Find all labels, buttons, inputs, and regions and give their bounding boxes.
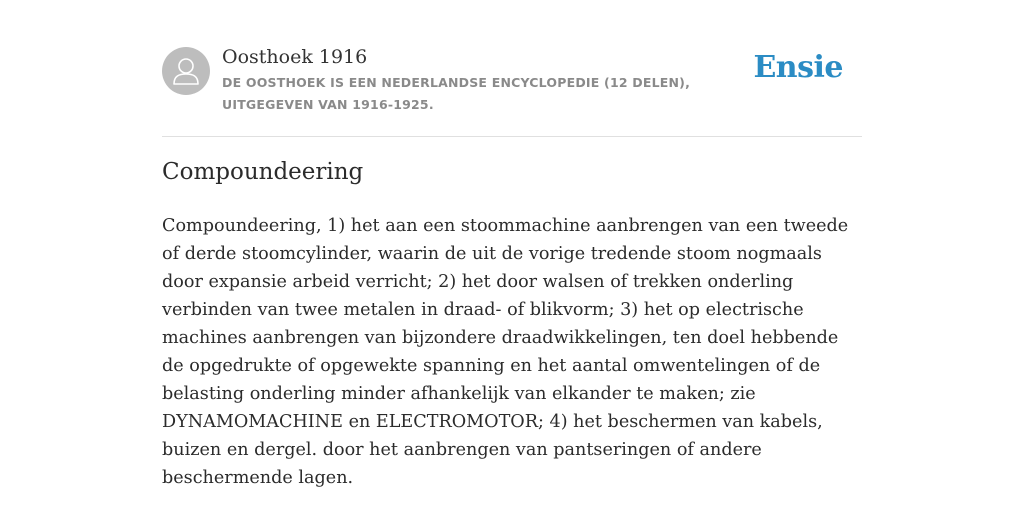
ensie-logo[interactable]: Ensie xyxy=(753,50,843,85)
source-description: DE OOSTHOEK IS EEN NEDERLANDSE ENCYCLOPEDIE (12 DELEN), UITGEGEVEN VAN 1916-1925. xyxy=(222,75,691,112)
entry-body: Compoundeering, 1) het aan een stoommachine aanbrengen van een tweede of derde stoomcylinder, waarin de uit de vorige tredende stoom nogmaals door expansie arbeid verricht; 2) het door walsen of trekken onderling verbinden van twee metalen in draad- of blikvorm; 3) het op electrische machines aanbrengen van bijzondere draadwikkelingen, ten doel hebbende de opgedrukte of opgewekte spanning en het aantal omwentelingen of de belasting onderling minder afhankelijk van elkander te maken; zie DYNAMOMACHINE en ELECTROMOTOR; 4) het beschermen van kabels, buizen en dergel. door het aanbrengen van pantseringen of andere beschermende lagen. xyxy=(162,216,849,488)
entry-title: Compoundeering xyxy=(162,159,364,185)
source-title[interactable]: Oosthoek 1916 xyxy=(222,46,368,68)
user-avatar-icon[interactable] xyxy=(162,47,210,95)
source-header xyxy=(162,44,862,137)
